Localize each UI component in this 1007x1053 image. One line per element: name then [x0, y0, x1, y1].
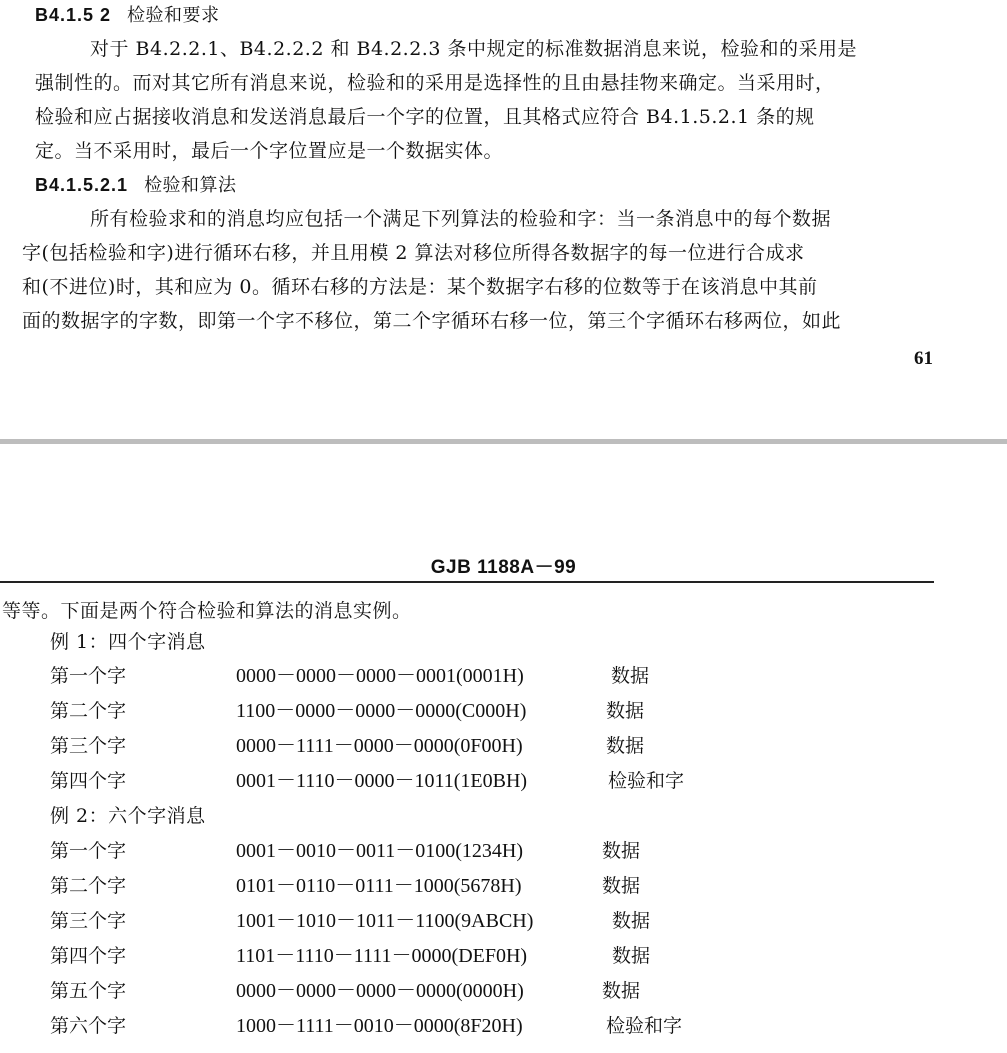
page-61 — [0, 0, 1007, 440]
word-bits: 1100－0000－0000－0000(C000H) — [236, 700, 527, 722]
example-2-row-6 — [0, 1011, 1007, 1041]
paragraph-2-line-4: 面的数据字的字数，即第一个字不移位，第二个字循环右移一位，第三个字循环右移两位，如此 — [22, 310, 842, 332]
paragraph-1-line-2: 强制性的。而对其它所有消息来说，检验和的采用是选择性的且由悬挂物来确定。当采用时， — [35, 72, 835, 94]
word-label: 第一个字 — [50, 665, 127, 687]
example-2-row-4 — [0, 941, 1007, 971]
word-label: 第一个字 — [50, 840, 127, 862]
word-type: 数据 — [602, 980, 641, 1002]
header-rule — [0, 581, 934, 583]
example-1-row-4 — [0, 766, 1007, 796]
example-2-row-2 — [0, 871, 1007, 901]
example-2-row-3 — [0, 906, 1007, 936]
word-bits: 0001－0010－0011－0100(1234H) — [236, 840, 524, 862]
example-1-title: 例 1：四个字消息 — [50, 631, 206, 653]
word-label: 第二个字 — [50, 700, 127, 722]
word-type: 检验和字 — [606, 1015, 683, 1037]
word-type: 数据 — [602, 840, 641, 862]
word-type: 数据 — [606, 735, 645, 757]
word-label: 第五个字 — [50, 980, 127, 1002]
subsection-heading-b4-1-5-2-1 — [35, 172, 237, 199]
intro-line: 等等。下面是两个符合检验和算法的消息实例。 — [2, 600, 412, 622]
word-label: 第三个字 — [50, 735, 127, 757]
page-62 — [0, 446, 1007, 1053]
example-2-row-5 — [0, 976, 1007, 1006]
section-number: B4.1.5 2 — [35, 5, 112, 25]
word-bits: 1000－1111－0010－0000(8F20H) — [236, 1015, 523, 1037]
word-type: 数据 — [612, 910, 651, 932]
paragraph-2-line-2: 字(包括检验和字)进行循环右移，并且用模 2 算法对移位所得各数据字的每一位进行合成求 — [22, 242, 805, 264]
paragraph-2-line-1: 所有检验求和的消息均应包括一个满足下列算法的检验和字：当一条消息中的每个数据 — [90, 208, 832, 230]
page-separator — [0, 439, 1007, 444]
word-bits: 0001－1110－0000－1011(1E0BH) — [236, 770, 528, 792]
running-header: GJB 1188A－99 — [430, 557, 577, 578]
word-label: 第二个字 — [50, 875, 127, 897]
word-label: 第四个字 — [50, 770, 127, 792]
word-label: 第六个字 — [50, 1015, 127, 1037]
word-bits: 0000－0000－0000－0000(0000H) — [236, 980, 524, 1002]
word-bits: 0000－1111－0000－0000(0F00H) — [236, 735, 523, 757]
subsection-number: B4.1.5.2.1 — [35, 175, 129, 195]
paragraph-1-line-4: 定。当不采用时，最后一个字位置应是一个数据实体。 — [35, 140, 504, 162]
word-type: 检验和字 — [608, 770, 685, 792]
page-number: 61 — [914, 348, 933, 369]
paragraph-2-line-3: 和(不进位)时，其和应为 0。循环右移的方法是：某个数据字右移的位数等于在该消息中其前 — [22, 276, 818, 298]
word-type: 数据 — [606, 700, 645, 722]
word-bits: 1001－1010－1011－1100(9ABCH) — [236, 910, 534, 932]
section-title: 检验和要求 — [127, 5, 220, 26]
word-label: 第四个字 — [50, 945, 127, 967]
paragraph-1-line-1: 对于 B4.2.2.1、B4.2.2.2 和 B4.2.2.3 条中规定的标准数据消息来说，检验和的采用是 — [90, 38, 857, 60]
example-2-row-1 — [0, 836, 1007, 866]
word-type: 数据 — [612, 945, 651, 967]
example-2-title: 例 2：六个字消息 — [50, 805, 206, 827]
example-1-row-3 — [0, 731, 1007, 761]
word-bits: 0000－0000－0000－0001(0001H) — [236, 665, 524, 687]
paragraph-1-line-3: 检验和应占据接收消息和发送消息最后一个字的位置，且其格式应符合 B4.1.5.2.1 条的规 — [35, 106, 815, 128]
example-1-row-2 — [0, 696, 1007, 726]
subsection-title: 检验和算法 — [144, 175, 237, 196]
example-1-row-1 — [0, 661, 1007, 691]
word-label: 第三个字 — [50, 910, 127, 932]
word-type: 数据 — [611, 665, 650, 687]
section-heading-b4-1-5-2 — [35, 2, 220, 29]
word-bits: 1101－1110－1111－0000(DEF0H) — [236, 945, 528, 967]
word-type: 数据 — [602, 875, 641, 897]
word-bits: 0101－0110－0111－1000(5678H) — [236, 875, 522, 897]
